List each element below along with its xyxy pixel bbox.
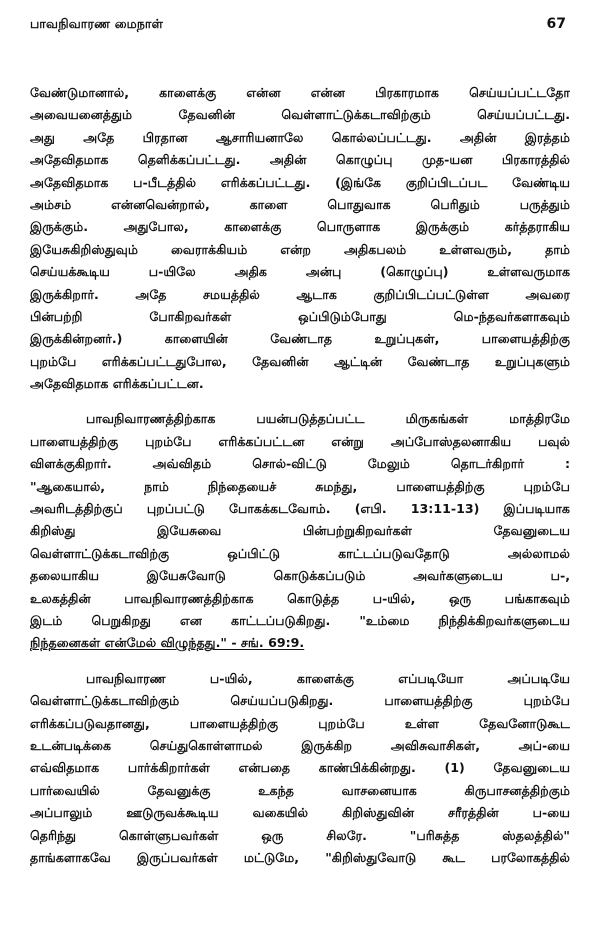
text-line: செய்யக்கூடிய ப-யிலே அதிக அன்பு (கொழுப்பு) உள்ளவருமாக	[30, 264, 570, 280]
text-line: அதேவிதமாக தெளிக்கப்பட்டது. அதின் கொழுப்பு முத-யன பிரகாரத்தில்	[30, 152, 570, 168]
text-line: "ஆகையால், நாம் நிந்தையைச் சுமந்து, பாளையத்திற்கு புறம்பே	[30, 478, 570, 494]
text-line: விளக்குகிறார். அவ்விதம் சொல்-விட்டு மேலும் தொடர்கிறார் :	[30, 456, 570, 472]
text-line: வெள்ளாட்டுக்கடாவிற்கும் செய்யப்படுகிறது. பாளையத்திற்கு புறம்பே	[30, 693, 570, 709]
text-line: அதேவிதமாக எரிக்கப்பட்டன.	[30, 376, 204, 392]
paragraph-1	[30, 82, 570, 395]
page-header	[30, 16, 570, 46]
text-line: இடம் பெறுகிறது என காட்டப்படுகிறது. "உம்மை நிந்திக்கிறவர்களுடைய	[30, 612, 570, 628]
text-line: புறம்பே எரிக்கப்பட்டதுபோல, தேவனின் ஆட்டின் வேண்டாத உறுப்புகளும்	[30, 353, 570, 369]
text-line: வேண்டுமானால், காளைக்கு என்ன என்ன பிரகாரமாக செய்யப்பட்டதோ	[30, 85, 570, 100]
text-line: இயேசுகிறிஸ்துவும் வைராக்கியம் என்ற அதிகபலம் உள்ளவரும், தாம்	[30, 241, 570, 257]
text-line: இருக்கின்றனர்.) காளையின் வேண்டாத உறுப்புகள், பாளையத்திற்கு	[30, 331, 570, 347]
text-line: உலகத்தின் பாவநிவாரணத்திற்காக கொடுத்த ப-யில், ஒரு பங்காகவும்	[30, 590, 570, 606]
text-line: கிறிஸ்து இயேசுவை பின்பற்றுகிறவர்கள் தேவனுடைய	[30, 523, 570, 539]
text-line: எரிக்கப்படுவதானது, பாளையத்திற்கு புறம்பே உள்ள தேவனோடுகூட	[30, 715, 570, 731]
body-text	[30, 82, 570, 869]
running-head: பாவநிவாரண மைநாள்	[30, 16, 164, 31]
text-line: அம்சம் என்னவென்றால், காளை பொதுவாக பெரிதும் பருத்தும்	[30, 196, 570, 212]
text-line: தெரிந்து கொள்ளுபவர்கள் ஒரு சிலரே. "பரிசுத்த ஸ்தலத்தில்"	[30, 827, 570, 843]
text-line: இருக்கும். அதுபோல, காளைக்கு பொருளாக இருக்கும் கர்த்தராகிய	[30, 219, 570, 235]
text-line: அதேவிதமாக ப-பீடத்தில் எரிக்கப்பட்டது. (இங்கே குறிப்பிடப்பட வேண்டிய	[30, 174, 570, 190]
text-line: இருக்கிறார். அதே சமயத்தில் ஆடாக குறிப்பிடப்பட்டுள்ள அவரை	[30, 286, 570, 302]
text-line: எவ்விதமாக பார்க்கிறார்கள் என்பதை காண்பிக்கின்றது. (1) தேவனுடைய	[30, 760, 570, 776]
text-line: தலையாகிய இயேசுவோடு கொடுக்கப்படும் அவர்களுடைய ப-,	[30, 568, 570, 584]
text-line: அது அதே பிரதான ஆசாரியனாலே கொல்லப்பட்டது. அதின் இரத்தம்	[30, 129, 570, 145]
text-line: பாவநிவாரணத்திற்காக பயன்படுத்தப்பட்ட மிருகங்கள் மாத்திரமே	[86, 411, 570, 427]
paragraph-3	[30, 668, 570, 870]
text-line: பின்பற்றி போகிறவர்கள் ஒப்பிடும்போது மெ-ந்தவர்களாகவும்	[30, 308, 570, 324]
text-line: பார்வையில் தேவனுக்கு உகந்த வாசனையாக கிருபாசனத்திற்கும்	[30, 782, 570, 798]
paragraph-2	[30, 408, 570, 654]
text-line: பாளையத்திற்கு புறம்பே எரிக்கப்பட்டன என்று அப்போஸ்தலனாகிய பவுல்	[30, 433, 570, 449]
text-line: உடன்படிக்கை செய்துகொள்ளாமல் இருக்கிற அவிசுவாசிகள், அப்-யை	[30, 737, 570, 753]
text-line: பாவநிவாரண ப-யில், காளைக்கு எப்படியோ அப்படியே	[86, 670, 570, 686]
text-line: அப்பாலும் ஊடுருவக்கூடிய வகையில் கிறிஸ்துவின் சரீரத்தின் ப-யை	[30, 805, 570, 821]
text-line: அவரிடத்திற்குப் புறப்பட்டு போகக்கடவோம். (எபி. 13:11-13) இப்படியாக	[30, 501, 570, 517]
text-line: அவையனைத்தும் தேவனின் வெள்ளாட்டுக்கடாவிற்கும் செய்யப்பட்டது.	[30, 107, 570, 123]
text-line: தாங்களாகவே இருப்பவர்கள் மட்டுமே, "கிறிஸ்துவோடு கூட பரலோகத்தில்	[30, 849, 570, 865]
page-number: 67	[546, 16, 566, 32]
text-line: வெள்ளாட்டுக்கடாவிற்கு ஒப்பிட்டு காட்டப்படுவதோடு அல்லாமல்	[30, 545, 570, 561]
scripture-quote-line: நிந்தனைகள் என்மேல் விழுந்தது." - சங். 69:9.	[30, 635, 305, 651]
